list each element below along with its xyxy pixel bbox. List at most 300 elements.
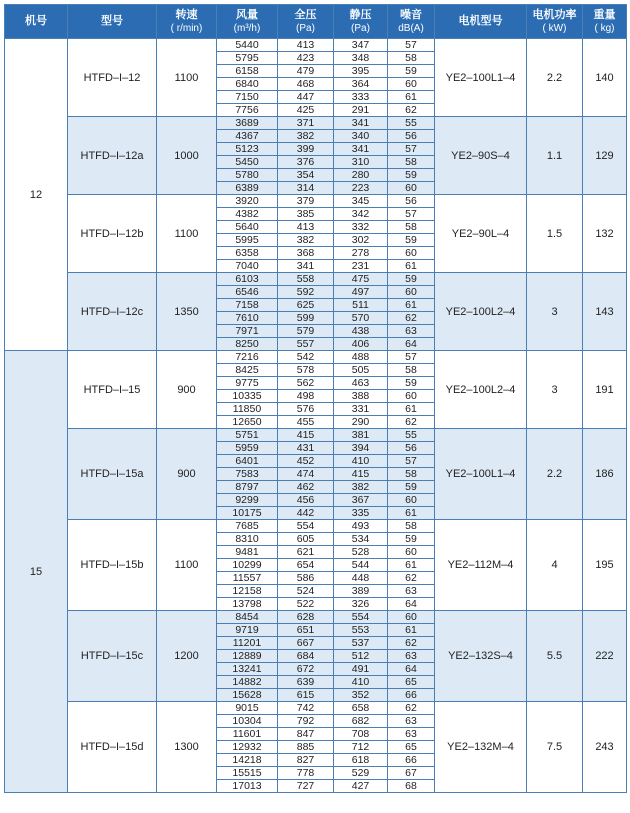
static-pressure-cell: 342: [334, 208, 388, 221]
static-pressure-cell: 310: [334, 156, 388, 169]
static-pressure-cell: 512: [334, 650, 388, 663]
total-pressure-cell: 468: [278, 78, 334, 91]
total-pressure-cell: 479: [278, 65, 334, 78]
header-speed: 转速 ( r/min): [157, 5, 217, 39]
total-pressure-cell: 667: [278, 637, 334, 650]
total-pressure-cell: 354: [278, 169, 334, 182]
speed-cell: 1100: [157, 195, 217, 273]
static-pressure-cell: 388: [334, 390, 388, 403]
static-pressure-cell: 332: [334, 221, 388, 234]
total-pressure-cell: 557: [278, 338, 334, 351]
airflow-cell: 11601: [217, 728, 278, 741]
airflow-cell: 8797: [217, 481, 278, 494]
airflow-cell: 6546: [217, 286, 278, 299]
motor-cell: YE2–100L2–4: [435, 351, 527, 429]
speed-cell: 1000: [157, 117, 217, 195]
total-pressure-cell: 672: [278, 663, 334, 676]
noise-cell: 62: [388, 702, 435, 715]
weight-cell: 132: [583, 195, 627, 273]
total-pressure-cell: 423: [278, 52, 334, 65]
noise-cell: 59: [388, 169, 435, 182]
static-pressure-cell: 712: [334, 741, 388, 754]
total-pressure-cell: 431: [278, 442, 334, 455]
static-pressure-cell: 448: [334, 572, 388, 585]
airflow-cell: 9299: [217, 494, 278, 507]
airflow-cell: 6158: [217, 65, 278, 78]
noise-cell: 63: [388, 650, 435, 663]
airflow-cell: 14882: [217, 676, 278, 689]
noise-cell: 64: [388, 338, 435, 351]
airflow-cell: 4382: [217, 208, 278, 221]
static-pressure-cell: 511: [334, 299, 388, 312]
total-pressure-cell: 442: [278, 507, 334, 520]
weight-cell: 195: [583, 520, 627, 611]
static-pressure-cell: 367: [334, 494, 388, 507]
total-pressure-cell: 382: [278, 130, 334, 143]
airflow-cell: 6103: [217, 273, 278, 286]
total-pressure-cell: 625: [278, 299, 334, 312]
static-pressure-cell: 554: [334, 611, 388, 624]
airflow-cell: 10299: [217, 559, 278, 572]
airflow-cell: 3920: [217, 195, 278, 208]
static-pressure-cell: 528: [334, 546, 388, 559]
total-pressure-cell: 684: [278, 650, 334, 663]
total-pressure-cell: 592: [278, 286, 334, 299]
speed-cell: 1100: [157, 520, 217, 611]
static-pressure-cell: 553: [334, 624, 388, 637]
model-cell: HTFD–I–15: [68, 351, 157, 429]
total-pressure-cell: 554: [278, 520, 334, 533]
noise-cell: 59: [388, 533, 435, 546]
noise-cell: 56: [388, 442, 435, 455]
motor-cell: YE2–100L1–4: [435, 429, 527, 520]
table-row: [5, 117, 627, 130]
total-pressure-cell: 522: [278, 598, 334, 611]
total-pressure-cell: 621: [278, 546, 334, 559]
total-pressure-cell: 413: [278, 39, 334, 52]
airflow-cell: 8454: [217, 611, 278, 624]
static-pressure-cell: 382: [334, 481, 388, 494]
noise-cell: 58: [388, 520, 435, 533]
total-pressure-cell: 413: [278, 221, 334, 234]
noise-cell: 60: [388, 286, 435, 299]
total-pressure-cell: 341: [278, 260, 334, 273]
total-pressure-cell: 447: [278, 91, 334, 104]
noise-cell: 60: [388, 611, 435, 624]
total-pressure-cell: 474: [278, 468, 334, 481]
airflow-cell: 5123: [217, 143, 278, 156]
model-cell: HTFD–I–12: [68, 39, 157, 117]
speed-cell: 1300: [157, 702, 217, 793]
motor-cell: YE2–132S–4: [435, 611, 527, 702]
static-pressure-cell: 488: [334, 351, 388, 364]
speed-cell: 1200: [157, 611, 217, 702]
static-pressure-cell: 415: [334, 468, 388, 481]
noise-cell: 62: [388, 104, 435, 117]
total-pressure-cell: 562: [278, 377, 334, 390]
static-pressure-cell: 708: [334, 728, 388, 741]
weight-cell: 191: [583, 351, 627, 429]
airflow-cell: 15628: [217, 689, 278, 702]
noise-cell: 55: [388, 429, 435, 442]
airflow-cell: 10175: [217, 507, 278, 520]
total-pressure-cell: 558: [278, 273, 334, 286]
static-pressure-cell: 290: [334, 416, 388, 429]
airflow-cell: 7756: [217, 104, 278, 117]
airflow-cell: 8425: [217, 364, 278, 377]
table-row: [5, 351, 627, 364]
noise-cell: 60: [388, 247, 435, 260]
header-total-pressure: 全压 (Pa): [278, 5, 334, 39]
model-cell: HTFD–I–12a: [68, 117, 157, 195]
noise-cell: 60: [388, 182, 435, 195]
noise-cell: 55: [388, 117, 435, 130]
total-pressure-cell: 827: [278, 754, 334, 767]
header-noise: 噪音 dB(A): [388, 5, 435, 39]
noise-cell: 64: [388, 663, 435, 676]
header-weight: 重量 ( kg): [583, 5, 627, 39]
noise-cell: 61: [388, 403, 435, 416]
speed-cell: 1100: [157, 39, 217, 117]
motor-cell: YE2–100L2–4: [435, 273, 527, 351]
static-pressure-cell: 389: [334, 585, 388, 598]
table-row: [5, 611, 627, 624]
weight-cell: 140: [583, 39, 627, 117]
noise-cell: 65: [388, 741, 435, 754]
noise-cell: 67: [388, 767, 435, 780]
static-pressure-cell: 505: [334, 364, 388, 377]
static-pressure-cell: 331: [334, 403, 388, 416]
airflow-cell: 12158: [217, 585, 278, 598]
airflow-cell: 12889: [217, 650, 278, 663]
total-pressure-cell: 542: [278, 351, 334, 364]
airflow-cell: 11850: [217, 403, 278, 416]
airflow-cell: 7610: [217, 312, 278, 325]
static-pressure-cell: 618: [334, 754, 388, 767]
power-cell: 4: [527, 520, 583, 611]
motor-cell: YE2–90L–4: [435, 195, 527, 273]
noise-cell: 68: [388, 780, 435, 793]
airflow-cell: 6358: [217, 247, 278, 260]
total-pressure-cell: 368: [278, 247, 334, 260]
table-row: [5, 429, 627, 442]
static-pressure-cell: 491: [334, 663, 388, 676]
total-pressure-cell: 628: [278, 611, 334, 624]
static-pressure-cell: 231: [334, 260, 388, 273]
airflow-cell: 8310: [217, 533, 278, 546]
static-pressure-cell: 475: [334, 273, 388, 286]
weight-cell: 243: [583, 702, 627, 793]
noise-cell: 62: [388, 572, 435, 585]
static-pressure-cell: 345: [334, 195, 388, 208]
noise-cell: 57: [388, 39, 435, 52]
total-pressure-cell: 651: [278, 624, 334, 637]
noise-cell: 61: [388, 624, 435, 637]
total-pressure-cell: 456: [278, 494, 334, 507]
airflow-cell: 7685: [217, 520, 278, 533]
speed-cell: 900: [157, 429, 217, 520]
static-pressure-cell: 326: [334, 598, 388, 611]
airflow-cell: 7040: [217, 260, 278, 273]
airflow-cell: 10335: [217, 390, 278, 403]
power-cell: 1.1: [527, 117, 583, 195]
airflow-cell: 12932: [217, 741, 278, 754]
speed-cell: 1350: [157, 273, 217, 351]
model-cell: HTFD–I–15d: [68, 702, 157, 793]
total-pressure-cell: 371: [278, 117, 334, 130]
noise-cell: 58: [388, 221, 435, 234]
static-pressure-cell: 463: [334, 377, 388, 390]
noise-cell: 62: [388, 416, 435, 429]
airflow-cell: 6401: [217, 455, 278, 468]
airflow-cell: 9015: [217, 702, 278, 715]
static-pressure-cell: 497: [334, 286, 388, 299]
total-pressure-cell: 778: [278, 767, 334, 780]
noise-cell: 60: [388, 546, 435, 559]
noise-cell: 57: [388, 208, 435, 221]
airflow-cell: 12650: [217, 416, 278, 429]
static-pressure-cell: 406: [334, 338, 388, 351]
noise-cell: 61: [388, 559, 435, 572]
airflow-cell: 14218: [217, 754, 278, 767]
total-pressure-cell: 452: [278, 455, 334, 468]
power-cell: 7.5: [527, 702, 583, 793]
noise-cell: 59: [388, 273, 435, 286]
noise-cell: 59: [388, 234, 435, 247]
airflow-cell: 4367: [217, 130, 278, 143]
noise-cell: 60: [388, 78, 435, 91]
noise-cell: 56: [388, 130, 435, 143]
static-pressure-cell: 544: [334, 559, 388, 572]
noise-cell: 58: [388, 364, 435, 377]
noise-cell: 60: [388, 494, 435, 507]
static-pressure-cell: 223: [334, 182, 388, 195]
table-row: [5, 520, 627, 533]
static-pressure-cell: 302: [334, 234, 388, 247]
total-pressure-cell: 847: [278, 728, 334, 741]
power-cell: 3: [527, 351, 583, 429]
static-pressure-cell: 340: [334, 130, 388, 143]
static-pressure-cell: 278: [334, 247, 388, 260]
airflow-cell: 7150: [217, 91, 278, 104]
fan-spec-table: [4, 4, 627, 793]
table-row: [5, 39, 627, 52]
table-row: [5, 273, 627, 286]
noise-cell: 64: [388, 598, 435, 611]
static-pressure-cell: 364: [334, 78, 388, 91]
noise-cell: 59: [388, 65, 435, 78]
noise-cell: 58: [388, 156, 435, 169]
static-pressure-cell: 347: [334, 39, 388, 52]
airflow-cell: 5640: [217, 221, 278, 234]
static-pressure-cell: 341: [334, 143, 388, 156]
static-pressure-cell: 348: [334, 52, 388, 65]
static-pressure-cell: 682: [334, 715, 388, 728]
airflow-cell: 11557: [217, 572, 278, 585]
header-row: [5, 5, 627, 39]
noise-cell: 65: [388, 676, 435, 689]
airflow-cell: 6840: [217, 78, 278, 91]
total-pressure-cell: 462: [278, 481, 334, 494]
model-cell: HTFD–I–12c: [68, 273, 157, 351]
total-pressure-cell: 385: [278, 208, 334, 221]
airflow-cell: 5959: [217, 442, 278, 455]
power-cell: 3: [527, 273, 583, 351]
noise-cell: 60: [388, 390, 435, 403]
airflow-cell: 15515: [217, 767, 278, 780]
noise-cell: 61: [388, 299, 435, 312]
header-airflow: 风量 (m³/h): [217, 5, 278, 39]
airflow-cell: 5795: [217, 52, 278, 65]
static-pressure-cell: 537: [334, 637, 388, 650]
airflow-cell: 5450: [217, 156, 278, 169]
static-pressure-cell: 341: [334, 117, 388, 130]
spec-table-body: [5, 39, 627, 793]
total-pressure-cell: 792: [278, 715, 334, 728]
power-cell: 5.5: [527, 611, 583, 702]
total-pressure-cell: 586: [278, 572, 334, 585]
airflow-cell: 8250: [217, 338, 278, 351]
airflow-cell: 9481: [217, 546, 278, 559]
total-pressure-cell: 376: [278, 156, 334, 169]
power-cell: 1.5: [527, 195, 583, 273]
total-pressure-cell: 654: [278, 559, 334, 572]
power-cell: 2.2: [527, 39, 583, 117]
total-pressure-cell: 578: [278, 364, 334, 377]
table-row: [5, 702, 627, 715]
noise-cell: 56: [388, 195, 435, 208]
noise-cell: 61: [388, 260, 435, 273]
noise-cell: 63: [388, 585, 435, 598]
static-pressure-cell: 381: [334, 429, 388, 442]
header-model: 型号: [68, 5, 157, 39]
static-pressure-cell: 280: [334, 169, 388, 182]
airflow-cell: 9775: [217, 377, 278, 390]
airflow-cell: 13798: [217, 598, 278, 611]
noise-cell: 63: [388, 325, 435, 338]
weight-cell: 129: [583, 117, 627, 195]
static-pressure-cell: 529: [334, 767, 388, 780]
total-pressure-cell: 576: [278, 403, 334, 416]
static-pressure-cell: 394: [334, 442, 388, 455]
static-pressure-cell: 410: [334, 676, 388, 689]
motor-cell: YE2–100L1–4: [435, 39, 527, 117]
airflow-cell: 5440: [217, 39, 278, 52]
model-cell: HTFD–I–15b: [68, 520, 157, 611]
total-pressure-cell: 425: [278, 104, 334, 117]
airflow-cell: 5751: [217, 429, 278, 442]
weight-cell: 143: [583, 273, 627, 351]
airflow-cell: 17013: [217, 780, 278, 793]
speed-cell: 900: [157, 351, 217, 429]
noise-cell: 58: [388, 52, 435, 65]
total-pressure-cell: 382: [278, 234, 334, 247]
total-pressure-cell: 599: [278, 312, 334, 325]
airflow-cell: 7583: [217, 468, 278, 481]
motor-cell: YE2–132M–4: [435, 702, 527, 793]
static-pressure-cell: 395: [334, 65, 388, 78]
total-pressure-cell: 605: [278, 533, 334, 546]
total-pressure-cell: 727: [278, 780, 334, 793]
static-pressure-cell: 352: [334, 689, 388, 702]
noise-cell: 59: [388, 377, 435, 390]
total-pressure-cell: 379: [278, 195, 334, 208]
total-pressure-cell: 399: [278, 143, 334, 156]
airflow-cell: 5995: [217, 234, 278, 247]
motor-cell: YE2–112M–4: [435, 520, 527, 611]
noise-cell: 62: [388, 312, 435, 325]
model-cell: HTFD–I–15a: [68, 429, 157, 520]
noise-cell: 58: [388, 468, 435, 481]
noise-cell: 61: [388, 91, 435, 104]
noise-cell: 57: [388, 455, 435, 468]
noise-cell: 57: [388, 143, 435, 156]
machine-number-cell: 12: [5, 39, 68, 351]
total-pressure-cell: 579: [278, 325, 334, 338]
airflow-cell: 7216: [217, 351, 278, 364]
noise-cell: 66: [388, 689, 435, 702]
static-pressure-cell: 333: [334, 91, 388, 104]
total-pressure-cell: 455: [278, 416, 334, 429]
total-pressure-cell: 885: [278, 741, 334, 754]
header-machine: 机号: [5, 5, 68, 39]
total-pressure-cell: 615: [278, 689, 334, 702]
model-cell: HTFD–I–15c: [68, 611, 157, 702]
static-pressure-cell: 335: [334, 507, 388, 520]
total-pressure-cell: 498: [278, 390, 334, 403]
total-pressure-cell: 314: [278, 182, 334, 195]
model-cell: HTFD–I–12b: [68, 195, 157, 273]
airflow-cell: 13241: [217, 663, 278, 676]
static-pressure-cell: 427: [334, 780, 388, 793]
motor-cell: YE2–90S–4: [435, 117, 527, 195]
airflow-cell: 9719: [217, 624, 278, 637]
static-pressure-cell: 570: [334, 312, 388, 325]
machine-number-cell: 15: [5, 351, 68, 793]
header-motor: 电机型号: [435, 5, 527, 39]
noise-cell: 62: [388, 637, 435, 650]
total-pressure-cell: 524: [278, 585, 334, 598]
static-pressure-cell: 291: [334, 104, 388, 117]
total-pressure-cell: 742: [278, 702, 334, 715]
header-power: 电机功率 ( kW): [527, 5, 583, 39]
static-pressure-cell: 658: [334, 702, 388, 715]
static-pressure-cell: 410: [334, 455, 388, 468]
static-pressure-cell: 493: [334, 520, 388, 533]
noise-cell: 63: [388, 728, 435, 741]
header-static-pressure: 静压 (Pa): [334, 5, 388, 39]
static-pressure-cell: 534: [334, 533, 388, 546]
power-cell: 2.2: [527, 429, 583, 520]
weight-cell: 222: [583, 611, 627, 702]
noise-cell: 66: [388, 754, 435, 767]
airflow-cell: 3689: [217, 117, 278, 130]
airflow-cell: 11201: [217, 637, 278, 650]
airflow-cell: 7971: [217, 325, 278, 338]
noise-cell: 57: [388, 351, 435, 364]
noise-cell: 63: [388, 715, 435, 728]
total-pressure-cell: 415: [278, 429, 334, 442]
noise-cell: 61: [388, 507, 435, 520]
noise-cell: 59: [388, 481, 435, 494]
airflow-cell: 6389: [217, 182, 278, 195]
weight-cell: 186: [583, 429, 627, 520]
static-pressure-cell: 438: [334, 325, 388, 338]
airflow-cell: 10304: [217, 715, 278, 728]
airflow-cell: 7158: [217, 299, 278, 312]
table-row: [5, 195, 627, 208]
total-pressure-cell: 639: [278, 676, 334, 689]
